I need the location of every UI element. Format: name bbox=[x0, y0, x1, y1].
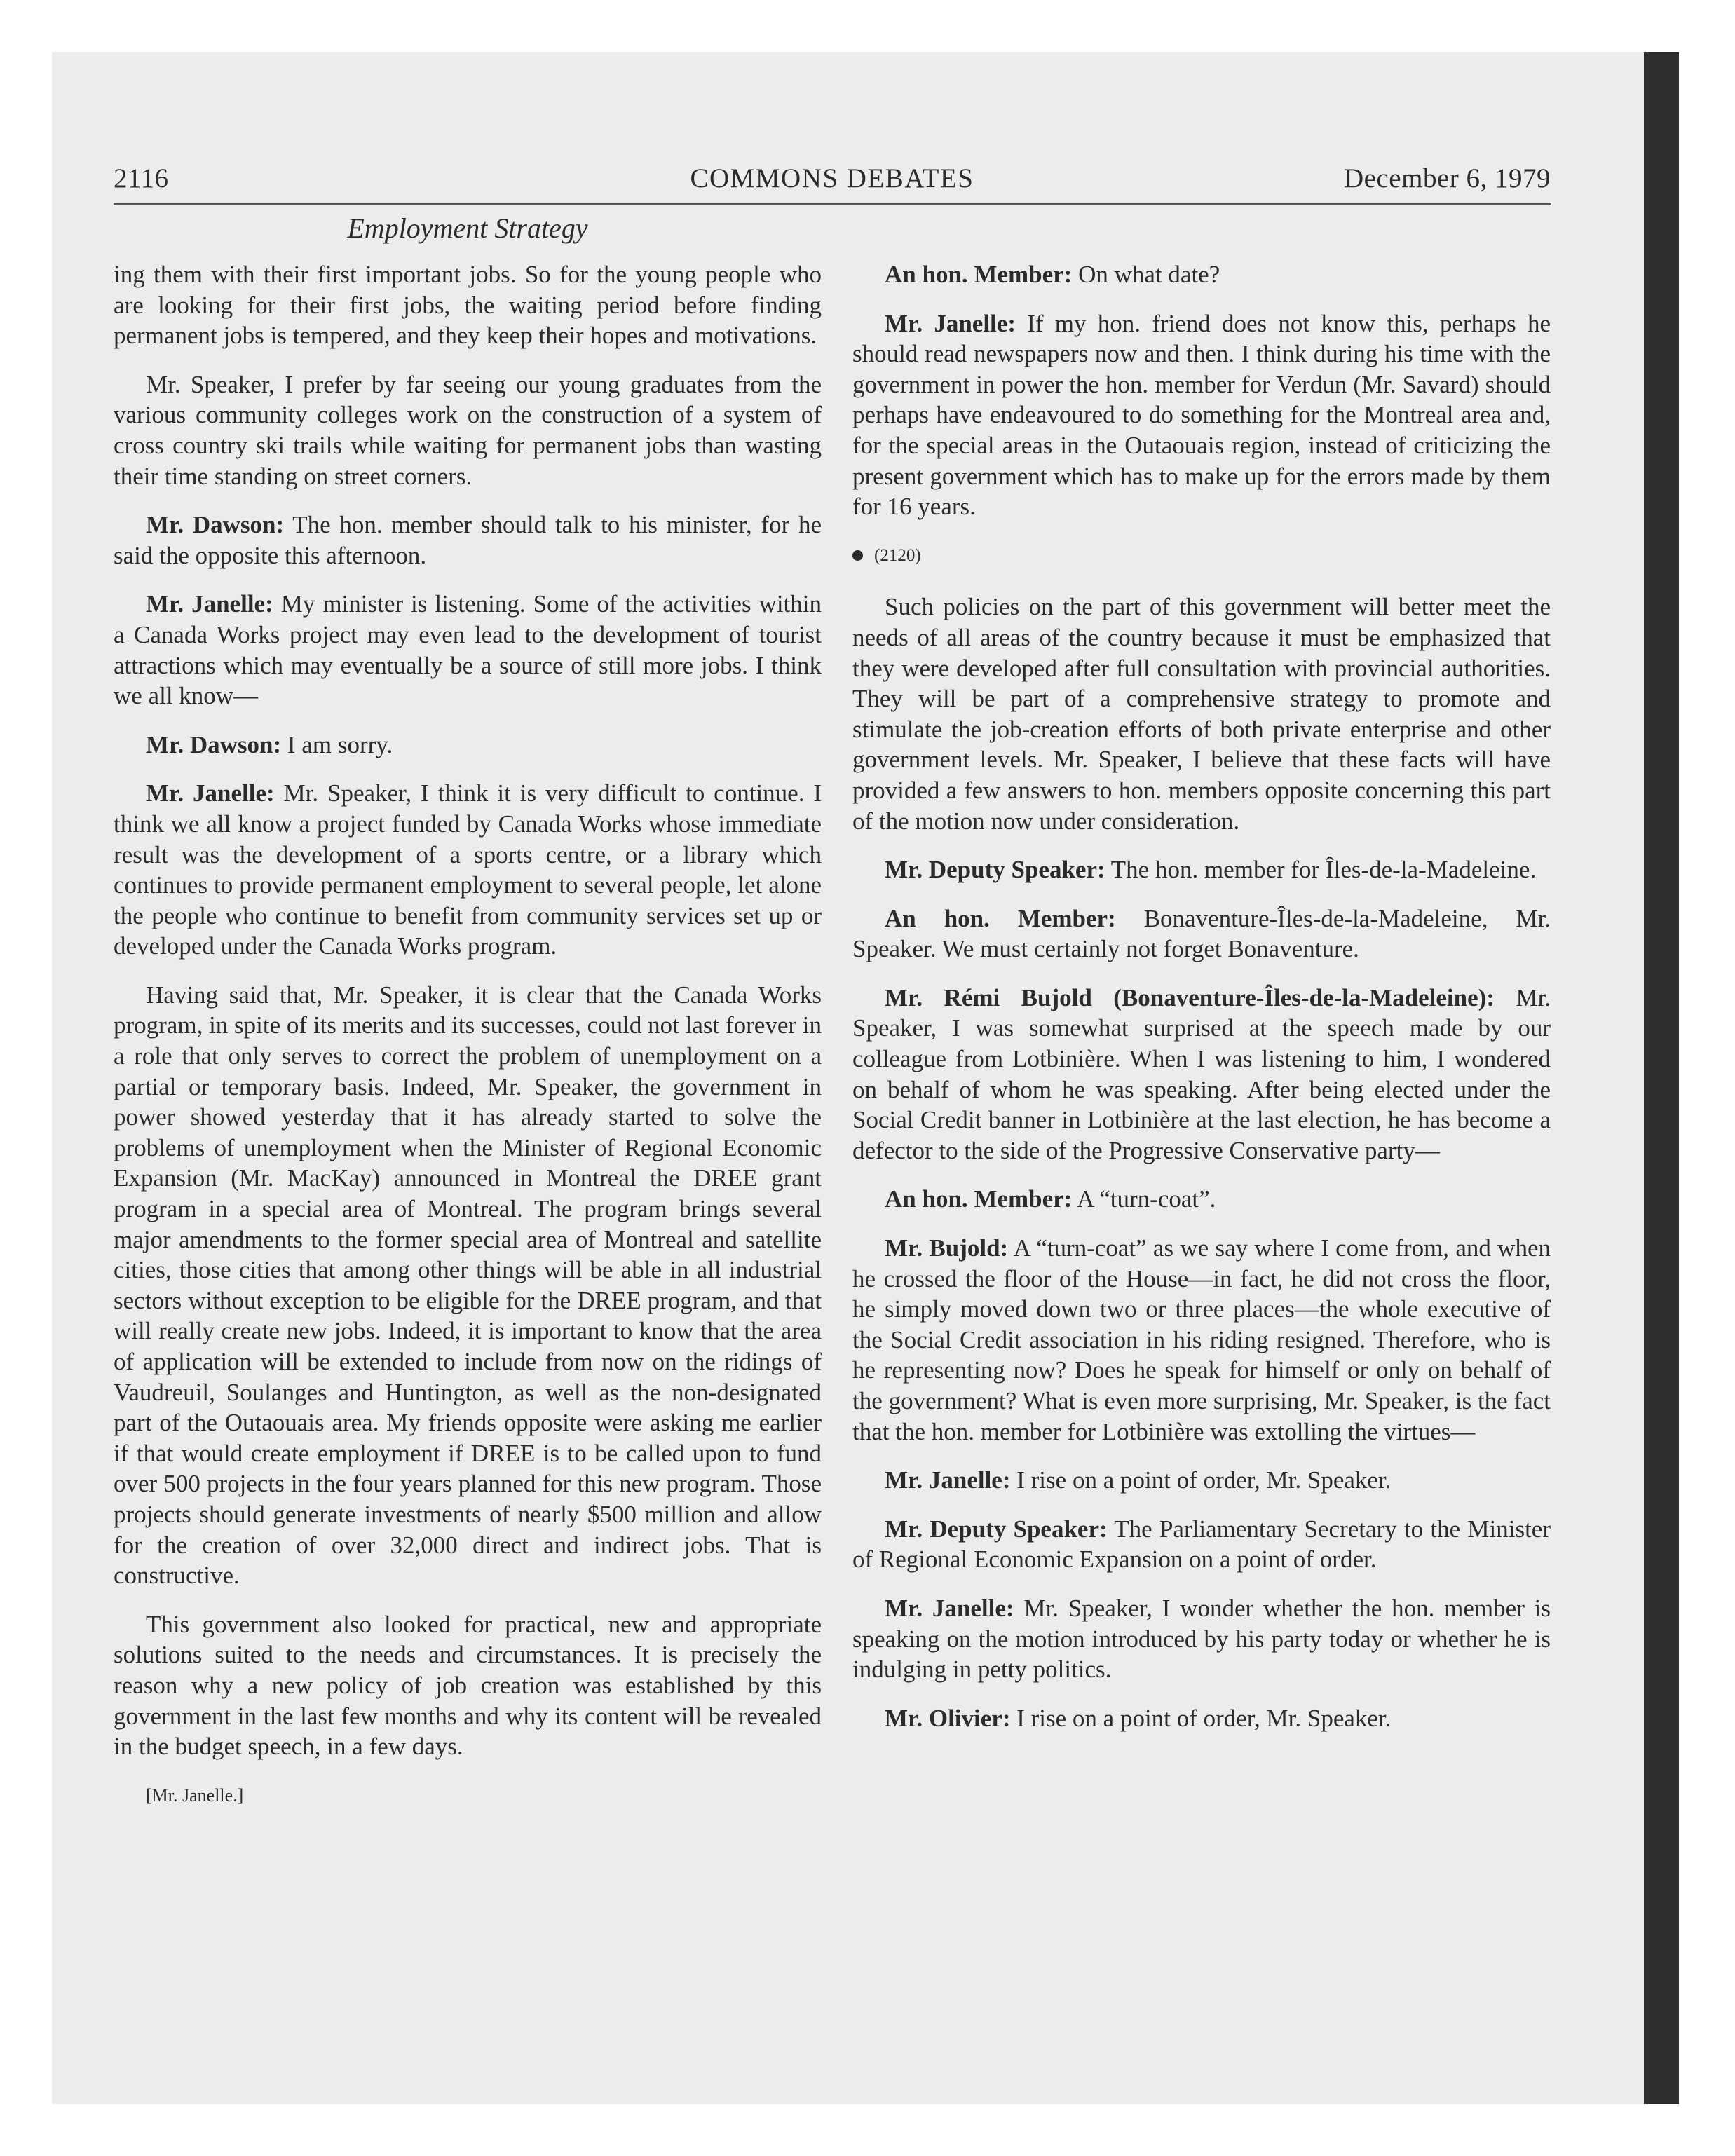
header-rule bbox=[114, 203, 1551, 205]
speech-text: A “turn-coat” as we say where I come from, and when he crossed the floor of the House—in fact, he did not cross the floor, he simply moved down two or three places—the whole executive of the Social Credit association in his riding resigned. Therefore, who is he representing now? Does he speak for himself or only on behalf of the government? What is even more surprising, Mr. Speaker, is the fact that the hon. member for Lotbinière was extolling the virtues— bbox=[852, 1234, 1551, 1445]
speech-text: The hon. member should talk to his minister, for he said the opposite this afternoon. bbox=[114, 511, 822, 569]
speaker-name: Mr. Janelle: bbox=[146, 590, 273, 618]
speech bbox=[852, 1233, 1551, 1447]
speech bbox=[852, 308, 1551, 522]
speech bbox=[852, 854, 1551, 885]
speech-text: On what date? bbox=[1078, 261, 1220, 288]
page-date: December 6, 1979 bbox=[1344, 163, 1551, 193]
speaker-name: An hon. Member: bbox=[885, 1185, 1073, 1213]
speaker-name: An hon. Member: bbox=[885, 261, 1073, 288]
paragraph-text: ing them with their first important jobs. So for the young people who are looking for their first jobs, the waiting period before finding permanent jobs is tempered, and they keep their hopes and motivations. bbox=[114, 261, 822, 350]
speaker-attribution: [Mr. Janelle.] bbox=[146, 1785, 244, 1806]
bullet-icon bbox=[852, 550, 863, 561]
speaker-name: Mr. Janelle: bbox=[885, 1466, 1011, 1494]
time-stamp-text: (2120) bbox=[874, 545, 921, 565]
speech bbox=[114, 589, 822, 711]
speech-text: I rise on a point of order, Mr. Speaker. bbox=[1016, 1466, 1392, 1494]
page-number: 2116 bbox=[114, 163, 169, 193]
page-header bbox=[114, 163, 1551, 202]
time-stamp bbox=[852, 540, 1551, 571]
speaker-name: Mr. Deputy Speaker: bbox=[885, 856, 1105, 884]
paragraph-text: This government also looked for practical, new and appropriate solutions suited to the needs and circumstances. It is precisely the reason why a new policy of job creation was established by this government in the last few months and why its content will be revealed in the budget speech, in a few days. bbox=[114, 1610, 822, 1761]
speech-text: The hon. member for Îles-de-la-Madeleine. bbox=[1110, 856, 1537, 884]
section-heading: Employment Strategy bbox=[347, 212, 588, 244]
speech bbox=[852, 1593, 1551, 1685]
paragraph bbox=[114, 1609, 822, 1762]
right-column bbox=[852, 259, 1551, 1752]
speech-text: I am sorry. bbox=[287, 730, 393, 758]
paragraph-text: Mr. Speaker, I prefer by far seeing our young graduates from the various community colleges work on the construction of a system of cross country ski trails while waiting for permanent jobs than wasting their time standing on street corners. bbox=[114, 370, 822, 490]
speech-text: A “turn-coat”. bbox=[1077, 1185, 1216, 1213]
speech bbox=[852, 1184, 1551, 1215]
speaker-name: Mr. Janelle: bbox=[146, 779, 275, 807]
speaker-name: Mr. Dawson: bbox=[146, 730, 282, 758]
speech-text: My minister is listening. Some of the activities within a Canada Works project may even lead to the development of tourist attractions which may eventually be a source of still more jobs. I think we all know— bbox=[114, 590, 822, 710]
speech-text: If my hon. friend does not know this, perhaps he should read newspapers now and then. I think during his time with the government in power the hon. member for Verdun (Mr. Savard) should perhaps have endeavoured to do something for the Montreal area and, for the special areas in the Outaouais region, instead of criticizing the present government which has to make up for the errors made by them for 16 years. bbox=[852, 309, 1551, 521]
speech-text: The Parliamentary Secretary to the Minister of Regional Economic Expansion on a point of order. bbox=[852, 1515, 1551, 1574]
paragraph bbox=[114, 369, 822, 491]
speaker-name: Mr. Bujold: bbox=[885, 1234, 1009, 1262]
speech bbox=[852, 1465, 1551, 1496]
speech bbox=[852, 1703, 1551, 1734]
speech bbox=[852, 983, 1551, 1166]
speaker-name: Mr. Janelle: bbox=[885, 309, 1016, 337]
speaker-name: Mr. Rémi Bujold (Bonaventure-Îles-de-la-Madeleine): bbox=[885, 983, 1495, 1011]
speech-text: Mr. Speaker, I was somewhat surprised at the speech made by our colleague from Lotbinière. When I was listening to him, I wondered on behalf of whom he was speaking. After being elected under the Social Credit banner in Lotbinière at the last election, he has become a defector to the side of the Progressive Conservative party— bbox=[852, 983, 1551, 1164]
paragraph-text: Such policies on the part of this government will better meet the needs of all areas of the country because it must be emphasized that they were developed after full consultation with provincial authorities. They will be part of a comprehensive strategy to promote and stimulate the job-creation efforts of both private enterprise and other government levels. Mr. Speaker, I believe that these facts will have provided a few answers to hon. members opposite concerning this part of the motion now under consideration. bbox=[852, 593, 1551, 835]
speaker-name: Mr. Deputy Speaker: bbox=[885, 1515, 1108, 1543]
speech bbox=[852, 903, 1551, 964]
speaker-name: Mr. Dawson: bbox=[146, 511, 285, 539]
scan-edge-shadow bbox=[1644, 52, 1679, 2104]
publication-title: COMMONS DEBATES bbox=[690, 163, 974, 193]
speech bbox=[852, 259, 1551, 290]
speaker-name: An hon. Member: bbox=[885, 904, 1116, 932]
speech bbox=[114, 778, 822, 962]
speech-text: I rise on a point of order, Mr. Speaker. bbox=[1016, 1704, 1392, 1732]
speech bbox=[114, 730, 822, 760]
paragraph bbox=[114, 980, 822, 1591]
speaker-name: Mr. Olivier: bbox=[885, 1704, 1011, 1732]
speech-text: Mr. Speaker, I think it is very difficult to continue. I think we all know a project funded by Canada Works whose immediate result was the development of a sports centre, or a library which continues to provide permanent employment to several people, let alone the people who continue to benefit from community services set up or developed under the Canada Works program. bbox=[114, 779, 822, 960]
left-column bbox=[114, 259, 822, 1829]
speech-text: Mr. Speaker, I wonder whether the hon. member is speaking on the motion introduced by his party today or whether he is indulging in petty politics. bbox=[852, 1594, 1551, 1684]
paragraph bbox=[114, 259, 822, 351]
paragraph bbox=[852, 592, 1551, 836]
speech-text: Bonaventure-Îles-de-la-Madeleine, Mr. Speaker. We must certainly not forget Bonaventure. bbox=[852, 904, 1551, 963]
paragraph-text: Having said that, Mr. Speaker, it is clear that the Canada Works program, in spite of its merits and its successes, could not last forever in a role that only serves to correct the problem of unemployment on a partial or temporary basis. Indeed, Mr. Speaker, the government in power showed yesterday that it has already started to solve the problems of unemployment when the Minister of Regional Economic Expansion (Mr. MacKay) announced in Montreal the DREE grant program in a special area of Montreal. The program brings several major amendments to the former special area of Montreal and satellite cities, those cities that among other things will be able in all industrial sectors without exception to be eligible for the DREE program, and that will really create new jobs. Indeed, it is important to know that the area of application will be extended to include from now on the ridings of Vaudreuil, Soulanges and Huntington, as well as the non-designated part of the Outaouais area. My friends opposite were asking me earlier if that would create employment if DREE is to be called upon to fund over 500 projects in the four years planned for this new program. Those projects should generate investments of nearly $500 million and allow for the creation of over 32,000 direct and indirect jobs. That is constructive. bbox=[114, 981, 822, 1590]
speech bbox=[852, 1514, 1551, 1575]
speaker-name: Mr. Janelle: bbox=[885, 1594, 1014, 1622]
speech bbox=[114, 510, 822, 571]
